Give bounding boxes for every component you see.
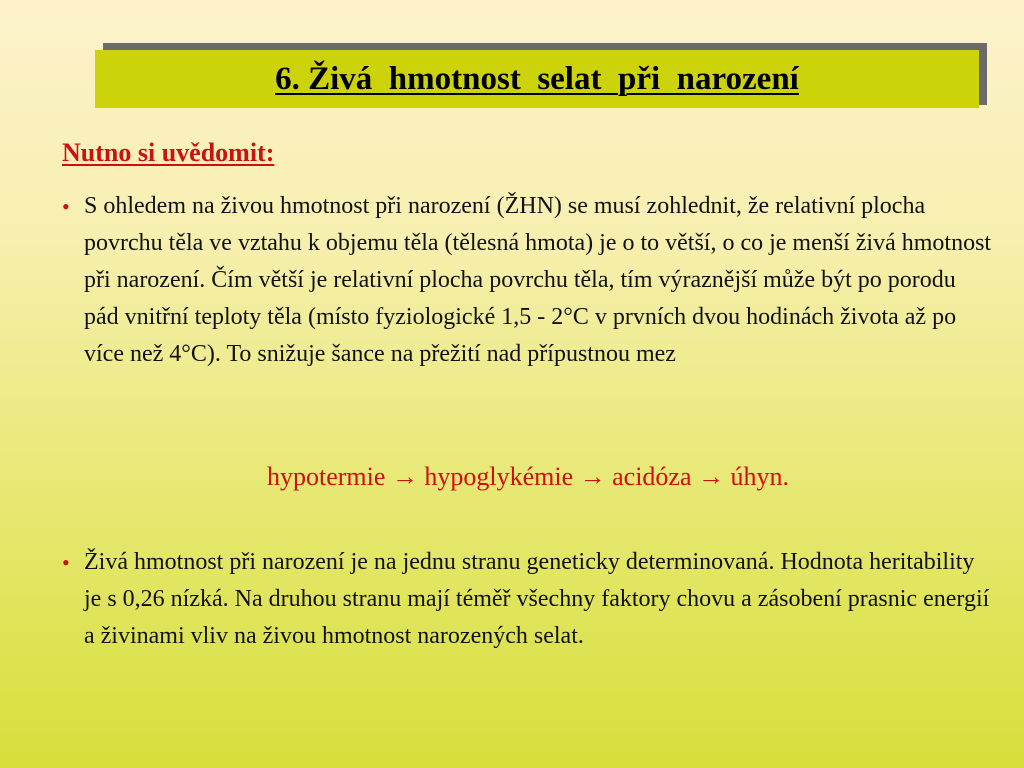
bullet-marker: •: [62, 550, 70, 575]
bullet-text-2: Živá hmotnost při narození je na jednu stranu geneticky determinovaná. Hodnota heritability je s 0,26 nízká. Na druhou stranu mají téměř všechny faktory chovu a zásobení prasnic energií a živinami vliv na živou hmotnost narozených selat.: [84, 549, 990, 649]
slide-title: 6. Živá hmotnost selat při narození: [275, 60, 799, 97]
bullet-item-2: [62, 544, 992, 655]
bullet-item-1: [62, 188, 992, 373]
subheading: Nutno si uvědomit:: [62, 138, 275, 167]
bullet-marker: •: [62, 194, 70, 219]
bullet-text-1: S ohledem na živou hmotnost při narození (ŽHN) se musí zohlednit, že relativní plocha povrchu těla ve vztahu k objemu těla (tělesná hmota) je o to větší, o co je menší živá hmotnost při narození. Čím větší je relativní plocha povrchu těla, tím výraznější může být po porodu pád vnitřní teploty těla (místo fyziologické 1,5 - 2°C v prvních dvou hodinách života až po více než 4°C). To snižuje šance na přežití nad přípustnou mez: [84, 193, 992, 367]
title-box: [95, 50, 979, 108]
consequence-chain: hypotermie → hypoglykémie → acidóza → úhyn.: [266, 462, 790, 491]
